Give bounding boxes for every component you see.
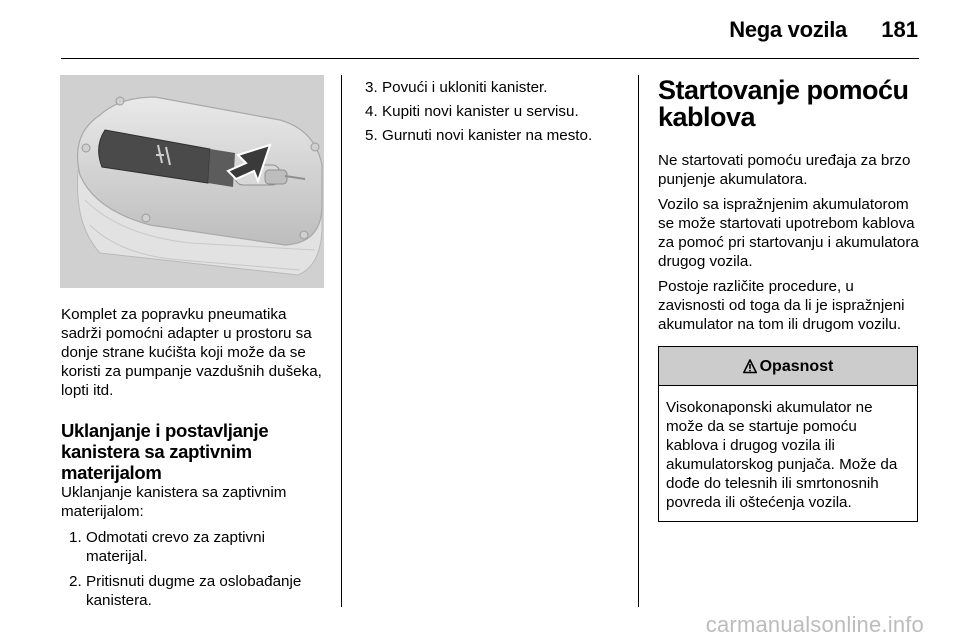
watermark: carmanualsonline.info xyxy=(705,612,924,637)
list-item xyxy=(61,528,326,566)
paragraph: Postoje različite procedure, u zavisnosti od toga da li je ispražnjeni akumulator na tom ili drugom vozilu. xyxy=(658,278,905,333)
steps-list-left xyxy=(61,528,326,610)
step-number: 4. xyxy=(365,103,378,120)
column-divider-left xyxy=(341,75,342,607)
list-item xyxy=(61,572,326,610)
tire-repair-kit-illustration xyxy=(60,75,324,288)
step-number: 5. xyxy=(365,127,378,144)
step-text: Kupiti novi kanister u servisu. xyxy=(382,103,579,120)
step-number: 2. xyxy=(69,573,82,590)
list-item xyxy=(365,102,625,121)
paragraph: Ne startovati pomoću uređaja za brzo punjenje akumulatora. xyxy=(658,152,911,188)
step-text: Odmotati crevo za zaptivni materijal. xyxy=(86,529,265,565)
step-number: 1. xyxy=(69,529,82,546)
page-number: 181 xyxy=(881,17,918,42)
subheading-canister: Uklanjanje i postavljanje kanistera sa zaptivnim materijalom xyxy=(61,420,269,483)
column-right xyxy=(658,77,922,522)
step-text: Pritisnuti dugme za oslobađanje kanistera. xyxy=(86,573,302,609)
column-left xyxy=(61,305,326,610)
list-item xyxy=(365,126,625,145)
step-number: 3. xyxy=(365,79,378,96)
danger-text: Visokonaponski akumulator ne može da se startuje pomoću kablova i drugog vozila ili akumulatorskog punjača. Može da dođe do telesnih ili smrtonosnih povreda ili oštećenja vozila. xyxy=(666,399,898,511)
warning-triangle-icon xyxy=(743,359,757,374)
danger-body xyxy=(659,386,917,521)
column-middle xyxy=(365,78,625,145)
danger-header xyxy=(659,347,917,386)
step-text: Gurnuti novi kanister na mesto. xyxy=(382,127,593,144)
danger-warning-box xyxy=(658,346,918,522)
canister-intro: Uklanjanje kanistera sa zaptivnim materijalom: xyxy=(61,484,287,520)
column-divider-right xyxy=(638,75,639,607)
compressor-drawing xyxy=(60,75,324,288)
header-divider xyxy=(61,58,919,59)
figure-description: Komplet za popravku pneumatika sadrži pomoćni adapter u prostoru sa donje strane kućišta koji može da se koristi za pumpanje vazdušnih dušeka, lopti itd. xyxy=(61,306,322,399)
section-heading-jump-start: Startovanje pomoću kablova xyxy=(658,75,909,132)
steps-list-middle xyxy=(365,78,625,145)
list-item xyxy=(365,78,625,97)
danger-title: Opasnost xyxy=(759,357,834,375)
step-text: Povući i ukloniti kanister. xyxy=(382,79,548,96)
paragraph: Vozilo sa ispražnjenim akumulatorom se može startovati upotrebom kablova za pomoć pri startovanju i akumulatora drugog vozila. xyxy=(658,196,919,270)
page-header-title: Nega vozila xyxy=(729,17,847,42)
